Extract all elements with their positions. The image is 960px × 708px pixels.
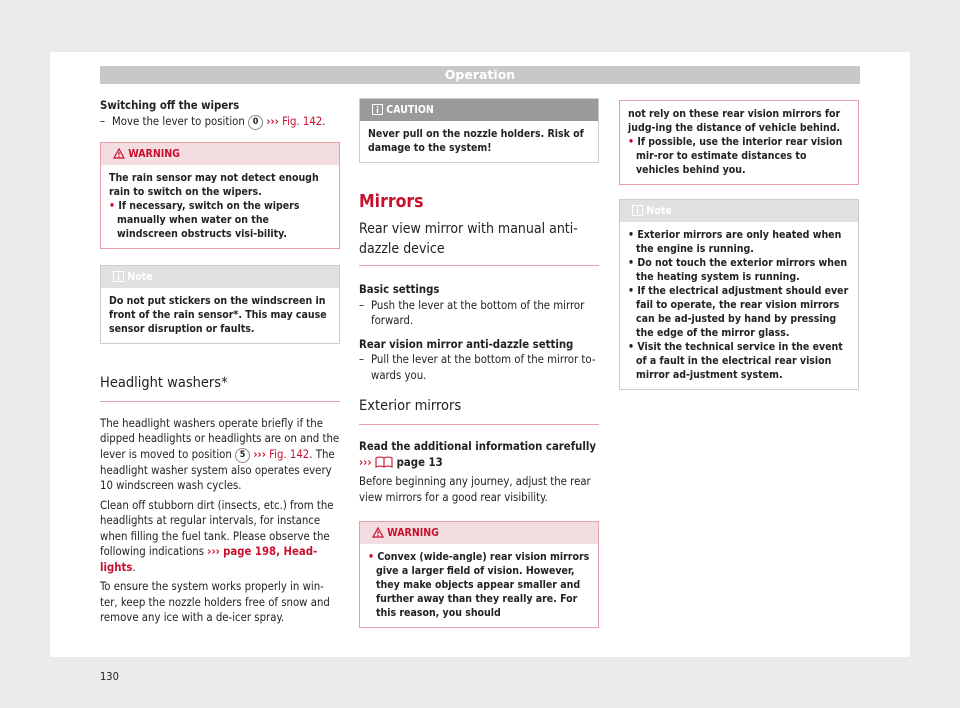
warning-box-wipers <box>100 142 340 249</box>
warning-triangle-icon <box>372 527 384 538</box>
before-journey-text: Before beginning any journey, adjust the rear view mirrors for a good rear visibility. <box>359 475 591 504</box>
headlight-paragraph-2: Clean off stubborn dirt (insects, etc.) from the headlights at regular intervals, for instance when filling the fuel tank. Please observe the following indications ››› page 198, Head-lights. <box>100 498 334 574</box>
position-0-badge: 0 <box>248 115 263 130</box>
warning-body: The rain sensor may not detect enough rain to switch on the wipers. • If necessary, switch on the wipers manually when water on the windscreen obstructs visi-bility. <box>109 171 319 240</box>
basic-settings-step: – Push the lever at the bottom of the mirror forward. <box>359 298 585 327</box>
column-2 <box>359 98 599 628</box>
page-header: Operation <box>100 66 860 84</box>
basic-settings-title: Basic settings <box>359 283 440 296</box>
anti-dazzle-title: Rear vision mirror anti-dazzle setting <box>359 337 574 351</box>
mirrors-title: Mirrors <box>359 192 424 212</box>
read-info-title: Read the additional information carefully <box>359 440 596 453</box>
switch-off-step: – Move the lever to position 0 ››› Fig. 142. <box>100 114 326 128</box>
list-item: • Exterior mirrors are only heated when the engine is running. <box>628 229 842 255</box>
switch-off-wipers-title: Switching off the wipers <box>100 99 240 112</box>
warning-header: WARNING <box>101 143 339 165</box>
position-5-badge: 5 <box>235 448 250 463</box>
headlight-paragraph-1: The headlight washers operate briefly if the dipped headlights or headlights are on and the lever is moved to position 5 ››› Fig. 142. The headlight washer system also operates every 10 windscreen wash cycles. <box>100 416 340 492</box>
note-header: Note <box>101 266 339 288</box>
caution-header: CAUTION <box>360 99 598 121</box>
column-3 <box>619 100 859 390</box>
page-198-link[interactable]: page 198, Head-lights <box>100 545 318 574</box>
exterior-mirrors-title: Exterior mirrors <box>359 397 599 425</box>
read-info-ref: ››› page 13 <box>359 455 443 469</box>
rear-view-mirror-title: Rear view mirror with manual anti-dazzle device <box>359 219 599 266</box>
list-item: • If the electrical adjustment should ever fail to operate, the rear vision mirrors can be ad-justed by hand by pressing the edge of the mirror glass. <box>628 285 849 339</box>
note-body: Do not put stickers on the windscreen in front of the rain sensor*. This may cause sensor disruption or faults. <box>109 294 327 335</box>
warning-box-continued <box>619 100 859 185</box>
list-item: • Visit the technical service in the event of a fault in the electrical rear vision mirror ad-justment system. <box>628 341 843 381</box>
note-box-mirrors <box>619 199 859 390</box>
fig-142-link[interactable]: Fig. 142 <box>282 114 323 128</box>
info-icon <box>632 205 643 216</box>
page <box>50 52 910 683</box>
warning-triangle-icon <box>113 148 125 159</box>
warning-box-mirrors <box>359 521 599 628</box>
info-icon <box>113 271 124 282</box>
note-body <box>620 222 858 389</box>
caution-box <box>359 98 599 163</box>
note-header: Note <box>620 200 858 222</box>
page-number: 130 <box>100 670 119 683</box>
page-13-link[interactable]: page 13 <box>396 455 443 469</box>
caution-body: Never pull on the nozzle holders. Risk of damage to the system! <box>368 128 584 154</box>
column-1 <box>100 98 340 626</box>
warning-body: • Convex (wide-angle) rear vision mirrors give a larger field of vision. However, they make objects appear smaller and further away than they really are. For this reason, you should <box>368 551 590 619</box>
note-box-rain-sensor <box>100 265 340 344</box>
fig-142-link[interactable]: Fig. 142 <box>269 447 310 461</box>
book-icon <box>375 456 393 468</box>
warning-body: not rely on these rear vision mirrors for judg-ing the distance of vehicle behind. • If possible, use the interior rear vision mir-ror to estimate distances to vehicles behind you. <box>628 108 843 176</box>
headlight-paragraph-3: To ensure the system works properly in win-ter, keep the nozzle holders free of snow and remove any ice with a de-icer spray. <box>100 580 330 624</box>
list-item: • Do not touch the exterior mirrors when the heating system is running. <box>628 257 848 283</box>
headlight-washers-title: Headlight washers* <box>100 374 340 402</box>
anti-dazzle-step: – Pull the lever at the bottom of the mirror to-wards you. <box>359 353 596 382</box>
info-icon <box>372 104 383 115</box>
warning-header: WARNING <box>360 522 598 544</box>
